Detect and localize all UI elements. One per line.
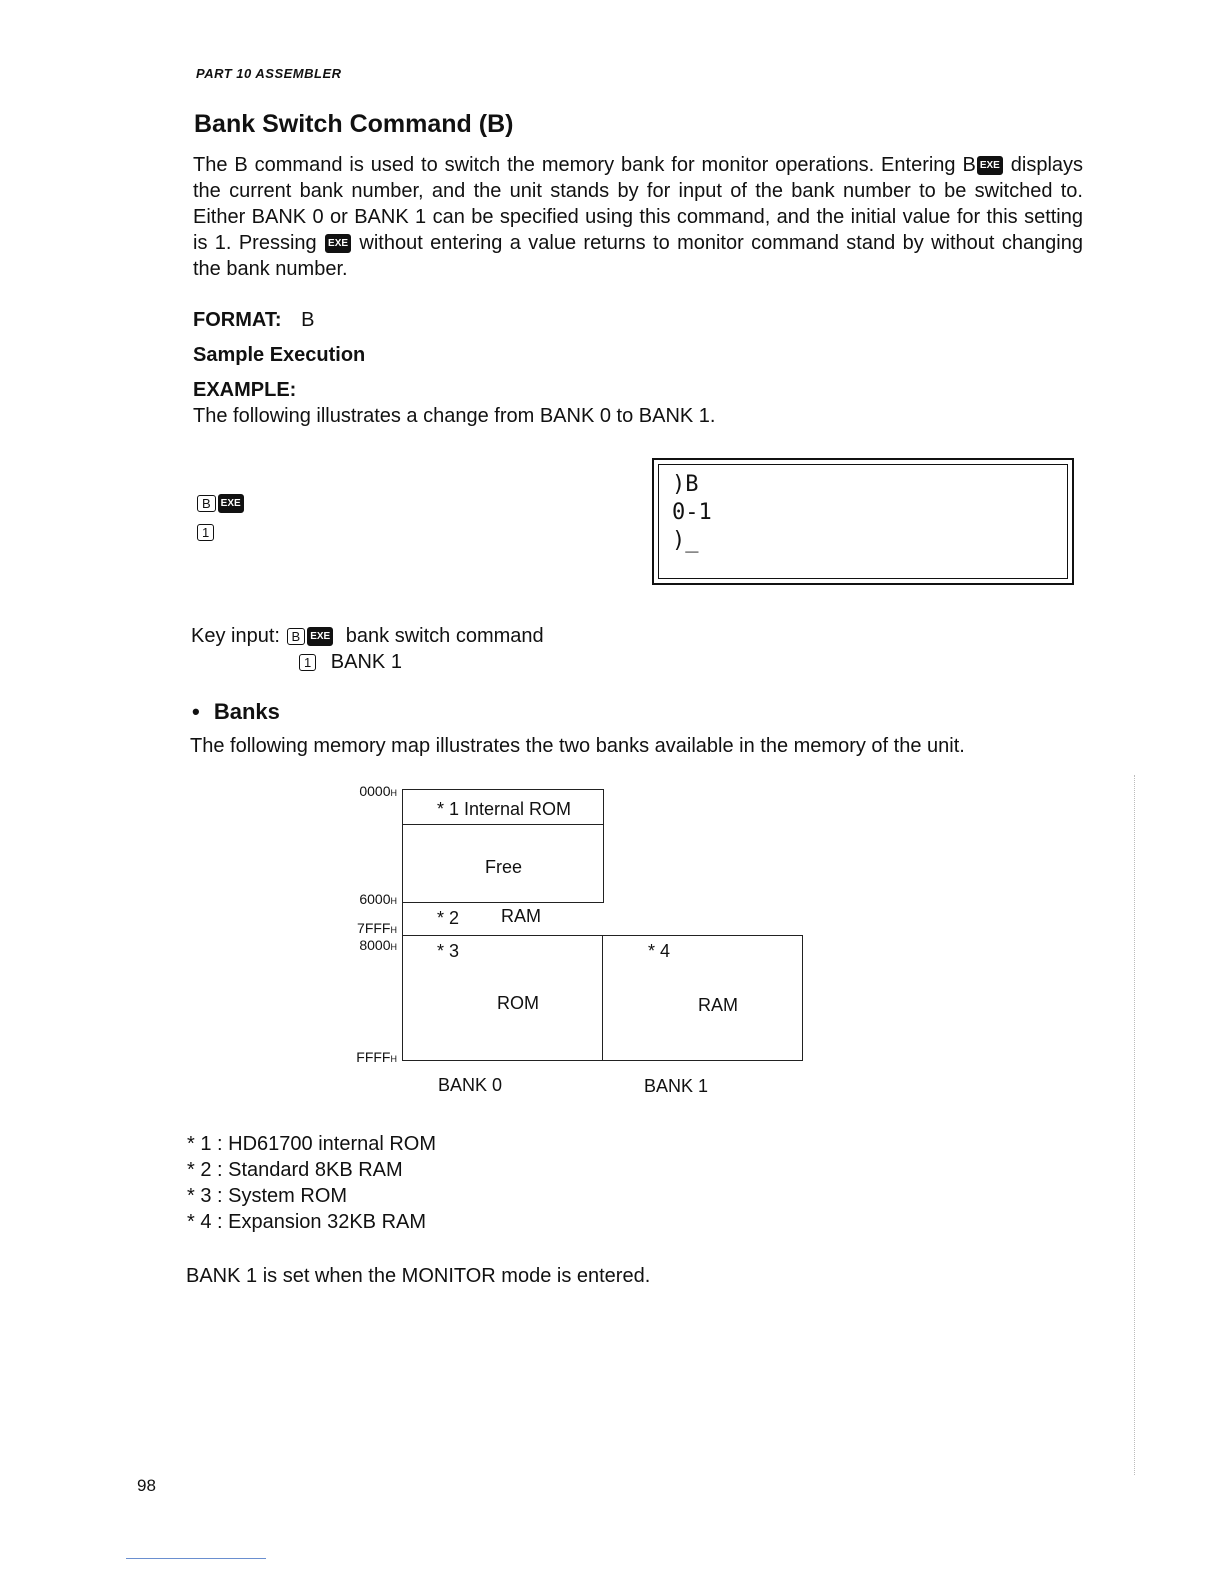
section-title: Bank Switch Command (B): [194, 110, 514, 138]
screen-line-1: )B: [672, 472, 699, 497]
key-input-desc-1: bank switch command: [345, 625, 544, 647]
page-number: 98: [137, 1476, 156, 1495]
ram-4-label: RAM: [698, 995, 738, 1015]
address-0000: 0000H: [359, 783, 397, 799]
footnote-4: * 4 : Expansion 32KB RAM: [187, 1211, 427, 1233]
bank-1-label: BANK 1: [644, 1076, 709, 1096]
key-input-label: Key input:: [191, 625, 280, 647]
free-label: Free: [485, 857, 523, 877]
key-input-row-1: [191, 625, 544, 648]
footnote-1: * 1 : HD61700 internal ROM: [187, 1133, 437, 1155]
intro-part-3: without entering a value returns to monitor command stand by without changing the bank number.: [193, 232, 1083, 280]
exe-key-icon: EXE: [218, 494, 244, 513]
address-8000: 8000H: [359, 937, 397, 953]
scan-margin-mark: [1134, 775, 1135, 1475]
format-value: B: [301, 309, 315, 331]
key-input-desc-2: BANK 1: [330, 651, 402, 673]
key-input-row-2: [298, 651, 402, 674]
banks-heading-text: Banks: [213, 699, 280, 724]
intro-paragraph: [193, 152, 1083, 282]
example-key-sequence-2: [196, 524, 215, 542]
b-key-icon: B: [197, 495, 216, 512]
b-key-icon: B: [287, 628, 306, 645]
format-line: [193, 309, 314, 332]
one-key-icon: 1: [299, 654, 316, 671]
exe-key-icon: EXE: [325, 234, 351, 253]
footnote-3: * 3 : System ROM: [187, 1185, 348, 1207]
address-ffff: FFFFH: [356, 1049, 397, 1065]
format-label: FORMAT:: [193, 309, 282, 331]
footnote-2: * 2 : Standard 8KB RAM: [187, 1159, 403, 1181]
ram-4-mark: * 4: [648, 941, 671, 961]
page-header: PART 10 ASSEMBLER: [196, 66, 342, 81]
bank-0-label: BANK 0: [438, 1075, 503, 1095]
sample-execution-heading: Sample Execution: [193, 344, 366, 366]
exe-key-icon: EXE: [307, 627, 333, 646]
ram-2-mark: * 2: [437, 908, 460, 928]
example-key-sequence-1: [196, 494, 245, 513]
scan-edge-line: [126, 1558, 266, 1559]
address-7fff: 7FFFH: [357, 920, 397, 936]
intro-part-2: displays the current bank number, and the unit stands by for input of the bank number to be switched to. Either BANK 0 or BANK 1 can be specified using this command, and the initial value for this setting is 1. Pressing: [193, 154, 1084, 254]
example-text: The following illustrates a change from BANK 0 to BANK 1.: [193, 405, 716, 427]
intro-part-1: The B command is used to switch the memory bank for monitor operations. Entering B: [193, 154, 976, 176]
rom-3-label: ROM: [497, 993, 539, 1013]
screen-line-3: )_: [672, 528, 699, 553]
one-key-icon: 1: [197, 524, 214, 541]
closing-sentence: BANK 1 is set when the MONITOR mode is entered.: [186, 1265, 651, 1287]
ram-2-label: RAM: [501, 906, 541, 926]
internal-rom-label: * 1 Internal ROM: [437, 799, 572, 819]
example-label: EXAMPLE:: [193, 379, 297, 401]
banks-heading: [192, 699, 280, 725]
bullet-icon: •: [192, 699, 200, 724]
banks-text: The following memory map illustrates the two banks available in the memory of the unit.: [190, 735, 965, 757]
exe-key-icon: EXE: [977, 156, 1003, 175]
lcd-screen-inner: [658, 464, 1068, 579]
rom-3-mark: * 3: [437, 941, 460, 961]
address-6000: 6000H: [359, 891, 397, 907]
screen-line-2: 0-1: [672, 500, 712, 525]
